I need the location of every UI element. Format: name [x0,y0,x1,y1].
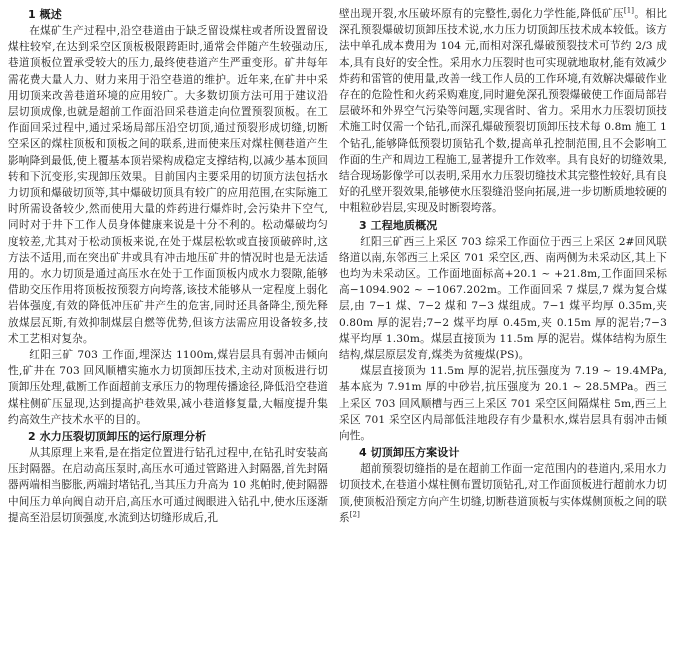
section-2-paragraph-prefix: 壁出现开裂,水压破坏原有的完整性,弱化力学性能,降低矿压 [339,8,624,20]
citation-1: [1] [623,6,635,15]
section-1-paragraph-2: 红阳三矿 703 工作面,埋深达 1100m,煤岩层具有弱冲击倾向性,矿井在 703 回风顺槽实施水力切顶卸压技术,主动对顶板进行切顶卸压处理,截断工作面超前支承压力的物理传播途径,降低沿空巷道煤柱侧矿压显现,达到提高护巷效果,减小巷道修复量,大幅度提升集约高效生产技术水平的目的。 [8,349,328,426]
right-column [339,6,667,526]
section-1-heading: 1 概述 [28,8,62,21]
section-3-paragraph-1: 红阳三矿西三上采区 703 综采工作面位于西三上采区 2#回风联络道以南,东邻西三上采区 701 采空区,西、南两侧为未采动区,其上下也均为未采动区。工作面地面标高+20.1 ~ +21.8m,工作面回采标高−1094.902 ~ −1067.202m。工作面回采 7 煤层,7 煤为复合煤层,由 7−1 煤、7−2 煤和 7−3 煤组成。7−1 煤平均厚 0.35m,夹 0.80m 厚的泥岩;7−2 煤平均厚 0.45m,夹 0.15m 厚的泥岩;7−3 煤平均厚 1.30m。煤层直接顶为 11.5m 厚的泥岩。煤体结构为原生结构,煤层原层发育,煤类为贫瘦煤(PS)。 [339,235,667,362]
section-4-paragraph-text: 超前预裂切缝指的是在超前工作面一定范围内的巷道内,采用水力切顶技术,在巷道小煤柱侧布置切顶钻孔,对工作面顶板进行超前水力切顶,使顶板沿预定方向产生切缝,切断巷道顶板与实体煤侧顶板之间的联系 [339,463,667,524]
section-1-paragraph-1: 在煤矿生产过程中,沿空巷道由于缺乏留设煤柱或者所设置留设煤柱较窄,在达到采空区顶板极限跨距时,通常会伴随产生较强动压,巷道顶板位置承受较大的压力,最终使巷道产生严重变形。矿井每年需花费大量人力、财力来用于沿空巷道的维护。近年来,在矿井中采用切顶来改善巷道环境的应用较广。大多数切顶方法可用于建议沿层切顶成像,也就是超前工作面沿回采巷道走向位置预裂顶板。在工作面回采过程中,通过采场局部压沿空切顶,通过预裂形成切缝,切断空采区的煤柱顶板和顶板之间的联系,进而使来压对煤柱侧巷道产生影响降到最低,使上覆基本顶岩梁构成稳定支撑结构,以减少基本顶回转和下沉变形,实现卸压效果。目前国内主要采用的切顶方法包括水力切顶和爆破切顶等,其中爆破切顶具有较广的应用范围,在实际施工时所需设备较少,然而使用大量的炸药进行爆炸时,会污染井下空气,同时对于井下工作人员身体健康来说是十分不利的。松动爆破均匀度较差,尤其对于松动顶板来说,在处于煤层松软或直接顶破碎时,这方法不适用,而在突出矿井或具有冲击地压矿井的情况时也是无法适用的。水力切顶是通过高压水在处于工作面顶板内成水力裂隙,能够借助交压作用将顶板按预裂方向垮落,该技术能够从一定程度上弱化岩体强度,有效的降低冲压矿井产生的危害,同时还具备降尘,预先释放煤层瓦斯,有效抑制煤层自燃等优势,但该方法需应用设备较多,技术工艺相对复杂。 [8,25,328,345]
section-2-paragraph-suffix: 。相比深孔预裂爆破切顶卸压技术说,水力压力切顶卸压技术成本较低。该方法中单孔成本费用为 104 元,而相对深孔爆破预裂技术可节约 2/3 成本,具有良好的安全性。采用水力压裂时也可实现就地取材,能有效减少炸药和雷管的使用量,改善一线工作人员的工作环境,有效解决爆破作业存在的危险性和火药采购难度,同时避免深孔预裂爆破使工作面局部岩层破坏和外界空气污染等问题,实现省时、省力。采用水力压裂切顶技术施工时仅需一个钻孔,而深孔爆破预裂切顶卸压技术每 0.8m 施工 1 个钻孔,能够降低预裂切顶钻孔个数,提高单孔控制范围,且不会影响工作面的生产和周边工程施工,显著提升工作效率。具有良好的切缝效果,结合现场影像学可以表明,采用水力压裂切缝技术其完整性较好,具有良好的孔壁开裂效果,能够使水压裂缝沿竖向拓展,进一步切断质地较硬的中粗粒砂岩层,实现及时断裂垮落。 [339,8,667,215]
citation-2: [2] [349,510,360,519]
section-3-heading: 3 工程地质概况 [359,218,438,232]
left-column [8,6,328,526]
section-2-paragraph-continued [339,6,667,217]
section-2-heading: 2 水力压裂切顶卸压的运行原理分析 [28,430,207,444]
section-4-heading: 4 切顶卸压方案设计 [359,446,460,460]
section-3-paragraph-2: 煤层直接顶为 11.5m 厚的泥岩,抗压强度为 7.19 ~ 19.4MPa,基本底为 7.91m 厚的中砂岩,抗压强度为 20.1 ~ 28.5MPa。西三上采区 703 回风顺槽与西三上采区 701 采空区间隔煤柱 5m,西三上采区 701 采空区内局部低洼地段存有少量积水,煤岩层具有弱冲击倾向性。 [339,365,667,443]
section-2-paragraph-1: 从其原理上来看,是在指定位置进行钻孔过程中,在钻孔时安装高压封隔器。在启动高压泵时,高压水可通过管路进入封隔器,首先封隔器两端相当膨胀,两端封堵钻孔,当其压力升高为 10 兆帕时,使封隔器中间压力单向阀自动开启,高压水可通过阀眼进入钻孔中,使水压逐渐提高至沿层切顶强度,水流到达切缝形成后,孔 [8,447,328,524]
section-4-paragraph-1 [339,461,667,526]
